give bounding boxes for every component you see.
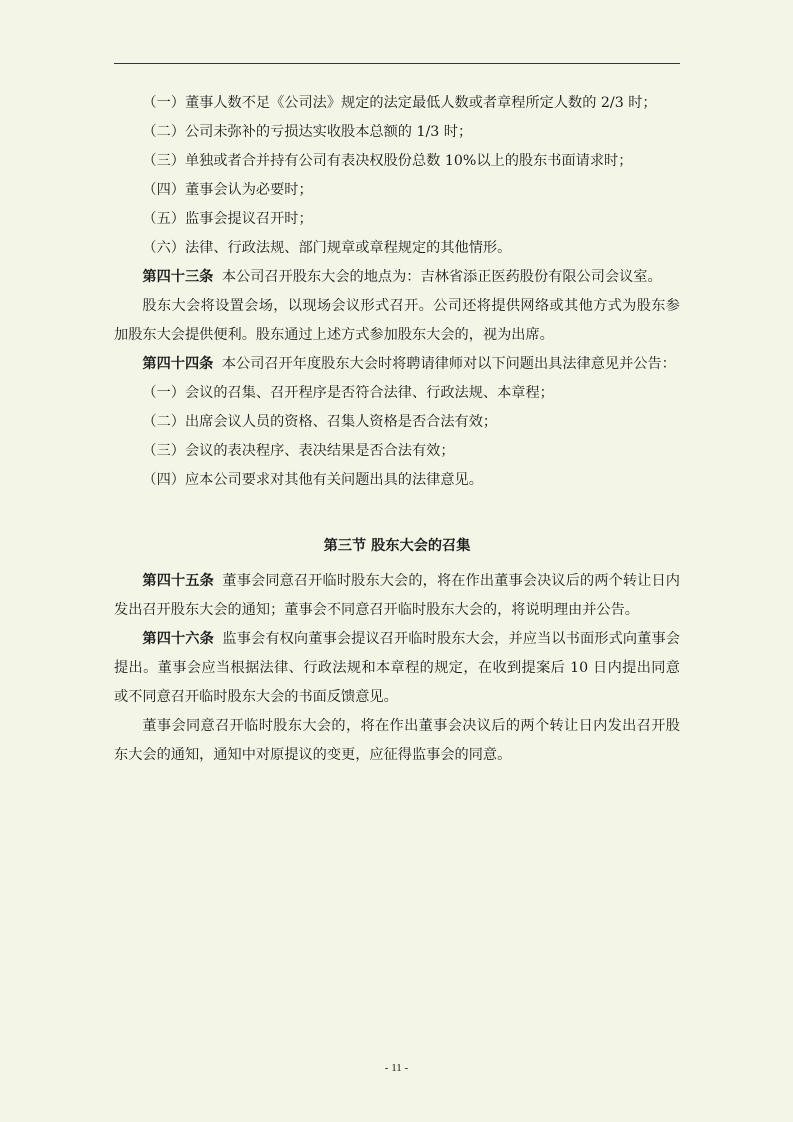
paragraph-text: （三）会议的表决程序、表决结果是否合法有效；: [142, 443, 455, 459]
paragraph: [114, 408, 680, 437]
top-paragraphs: [114, 89, 680, 495]
paragraph: [114, 205, 680, 234]
paragraph-text: 股东大会将设置会场，以现场会议形式召开。公司还将提供网络或其他方式为股东参加股东大会提供便利。股东通过上述方式参加股东大会的，视为出席。: [114, 298, 680, 343]
paragraph: [114, 437, 680, 466]
paragraph: [114, 176, 680, 205]
paragraph-text: 监事会有权向董事会提议召开临时股东大会，并应当以书面形式向董事会提出。董事会应当根据法律、行政法规和本章程的规定，在收到提案后 10 日内提出同意或不同意召开临时股东大会的书面反馈意见。: [114, 631, 680, 705]
article-paragraph: [114, 625, 680, 712]
paragraph: [114, 234, 680, 263]
article-number: 第四十四条: [142, 356, 214, 372]
paragraph-text: （五）监事会提议召开时；: [142, 211, 313, 227]
paragraph-text: 本公司召开股东大会的地点为：吉林省添正医药股份有限公司会议室。: [221, 269, 662, 285]
paragraph: [114, 147, 680, 176]
paragraph-text: （一）会议的召集、召开程序是否符合法律、行政法规、本章程；: [142, 385, 554, 401]
paragraph-text: 董事会同意召开临时股东大会的，将在作出董事会决议后的两个转让日内发出召开股东大会的通知；董事会不同意召开临时股东大会的，将说明理由并公告。: [114, 573, 680, 618]
paragraph-text: （四）应本公司要求对其他有关问题出具的法律意见。: [142, 472, 483, 488]
document-body: [114, 89, 680, 770]
paragraph: [114, 89, 680, 118]
article-paragraph: [114, 567, 680, 625]
paragraph-text: （六）法律、行政法规、部门规章或章程规定的其他情形。: [142, 240, 512, 256]
paragraph-text: （三）单独或者合并持有公司有表决权股份总数 10%以上的股东书面请求时；: [142, 153, 633, 169]
article-paragraph: [114, 350, 680, 379]
paragraph-text: 董事会同意召开临时股东大会的，将在作出董事会决议后的两个转让日内发出召开股东大会的通知，通知中对原提议的变更，应征得监事会的同意。: [114, 718, 680, 763]
article-paragraph: [114, 263, 680, 292]
paragraph: [114, 712, 680, 770]
paragraph: [114, 379, 680, 408]
paragraph: [114, 292, 680, 350]
article-number: 第四十六条: [142, 631, 214, 647]
article-number: 第四十三条: [142, 269, 214, 285]
paragraph-text: （四）董事会认为必要时；: [142, 182, 313, 198]
article-number: 第四十五条: [142, 573, 214, 589]
paragraph-text: （二）公司未弥补的亏损达实收股本总额的 1/3 时；: [142, 124, 473, 140]
paragraph: [114, 118, 680, 147]
paragraph-text: 本公司召开年度股东大会时将聘请律师对以下问题出具法律意见并公告：: [221, 356, 676, 372]
paragraph-text: （一）董事人数不足《公司法》规定的法定最低人数或者章程所定人数的 2/3 时；: [142, 95, 657, 111]
paragraph: [114, 466, 680, 495]
page-number: - 11 -: [384, 1062, 409, 1074]
paragraph-text: （二）出席会议人员的资格、召集人资格是否合法有效；: [142, 414, 498, 430]
section-title: 第三节 股东大会的召集: [323, 538, 471, 554]
bottom-paragraphs: [114, 567, 680, 770]
header-rule: [114, 63, 680, 64]
